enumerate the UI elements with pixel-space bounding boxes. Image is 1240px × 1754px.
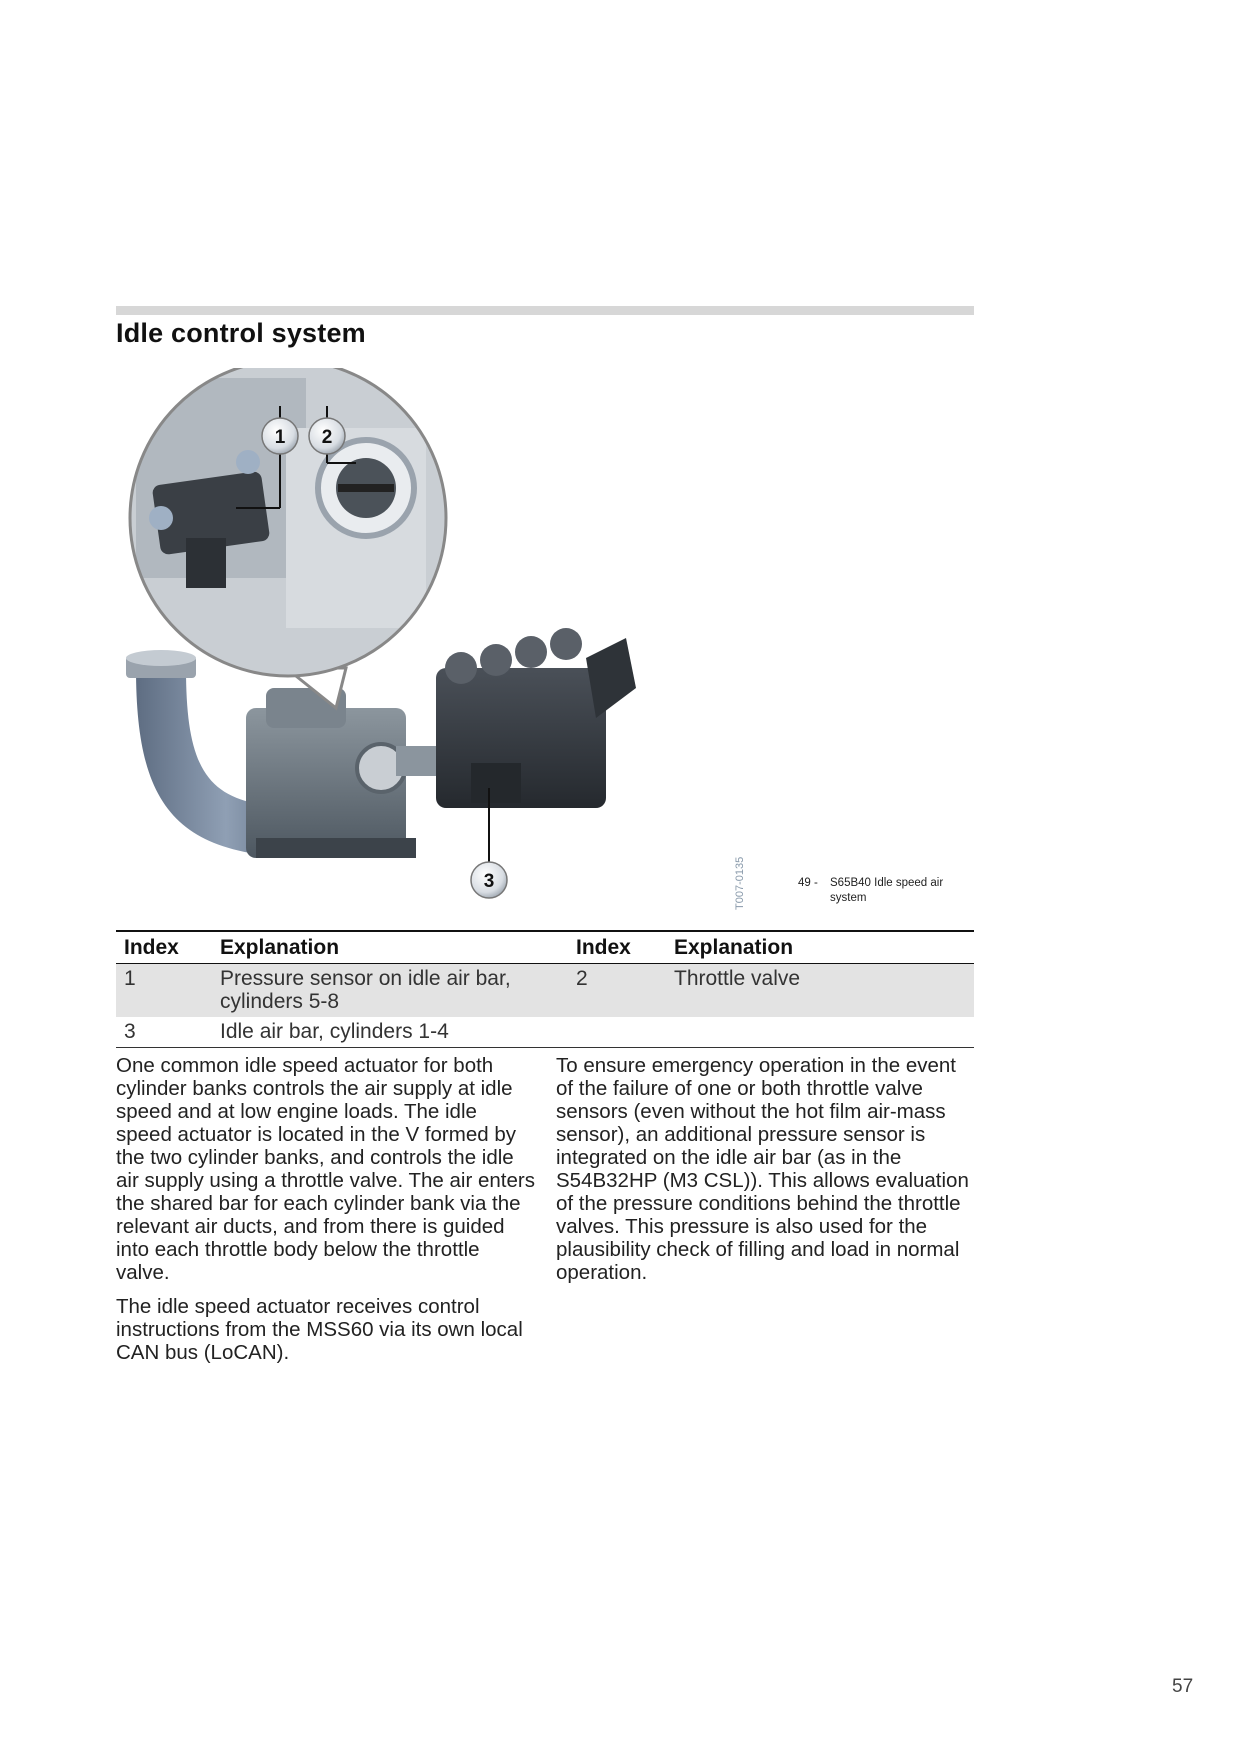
left-throttle-body: [246, 688, 416, 858]
body-column-left: [116, 1054, 536, 1375]
right-throttle-bank: [436, 628, 636, 808]
table-cell: 2: [568, 964, 666, 1018]
table-cell: Idle air bar, cylinders 1-4: [212, 1017, 568, 1048]
svg-text:2: 2: [321, 427, 333, 448]
body-column-right: [556, 1054, 976, 1295]
table-cell: [568, 1017, 666, 1048]
figure-caption-text: S65B40 Idle speed air system: [830, 877, 944, 904]
table-header-row: [116, 931, 974, 964]
table-header: Explanation: [212, 931, 568, 964]
table-header: Index: [116, 931, 212, 964]
table-header: Index: [568, 931, 666, 964]
table-header: Explanation: [666, 931, 974, 964]
figure-caption-number: 49 -: [798, 877, 818, 889]
engine-figure: [116, 368, 716, 916]
paragraph: One common idle speed actuator for both cylinder banks controls the air supply at idle speed and at low engine loads. The idle speed actuator is located in the V formed by the two cylinder banks, and controls the idle air supply using a throttle valve. The air enters the shared bar for each cylinder bank via the relevant air ducts, and from there is guided into each throttle body below the throttle valve.: [116, 1054, 535, 1284]
page-number: 57: [1172, 1676, 1194, 1697]
paragraph: To ensure emergency operation in the event of the failure of one or both throttle valve sensors (even without the hot film air-mass sensor), an additional pressure sensor is integrated on the idle air bar (as in the S54B32HP (M3 CSL)). This allows evaluation of the pressure conditions behind the throttle valves. This pressure is also used for the plausibility check of filling and load in normal operation.: [556, 1054, 969, 1284]
idle-air-system-illustration: [116, 368, 716, 916]
table-cell: 1: [116, 964, 212, 1018]
svg-text:1: 1: [274, 427, 286, 448]
callout-3: [471, 862, 507, 898]
table-row: [116, 1017, 974, 1048]
table-cell: 3: [116, 1017, 212, 1048]
svg-text:3: 3: [483, 871, 495, 892]
callout-1: [262, 418, 298, 454]
figure-code: T007-0135: [734, 856, 746, 910]
section-title: Idle control system: [116, 318, 366, 348]
table-cell: Pressure sensor on idle air bar, cylinders 5-8: [212, 964, 568, 1018]
section-divider-bar: [116, 306, 974, 315]
callout-2: [309, 418, 345, 454]
paragraph: The idle speed actuator receives control instructions from the MSS60 via its own local CAN bus (LoCAN).: [116, 1295, 523, 1364]
table-cell: [666, 1017, 974, 1048]
index-table: [116, 930, 974, 1048]
table-cell: Throttle valve: [666, 964, 974, 1018]
table-row: [116, 964, 974, 1018]
